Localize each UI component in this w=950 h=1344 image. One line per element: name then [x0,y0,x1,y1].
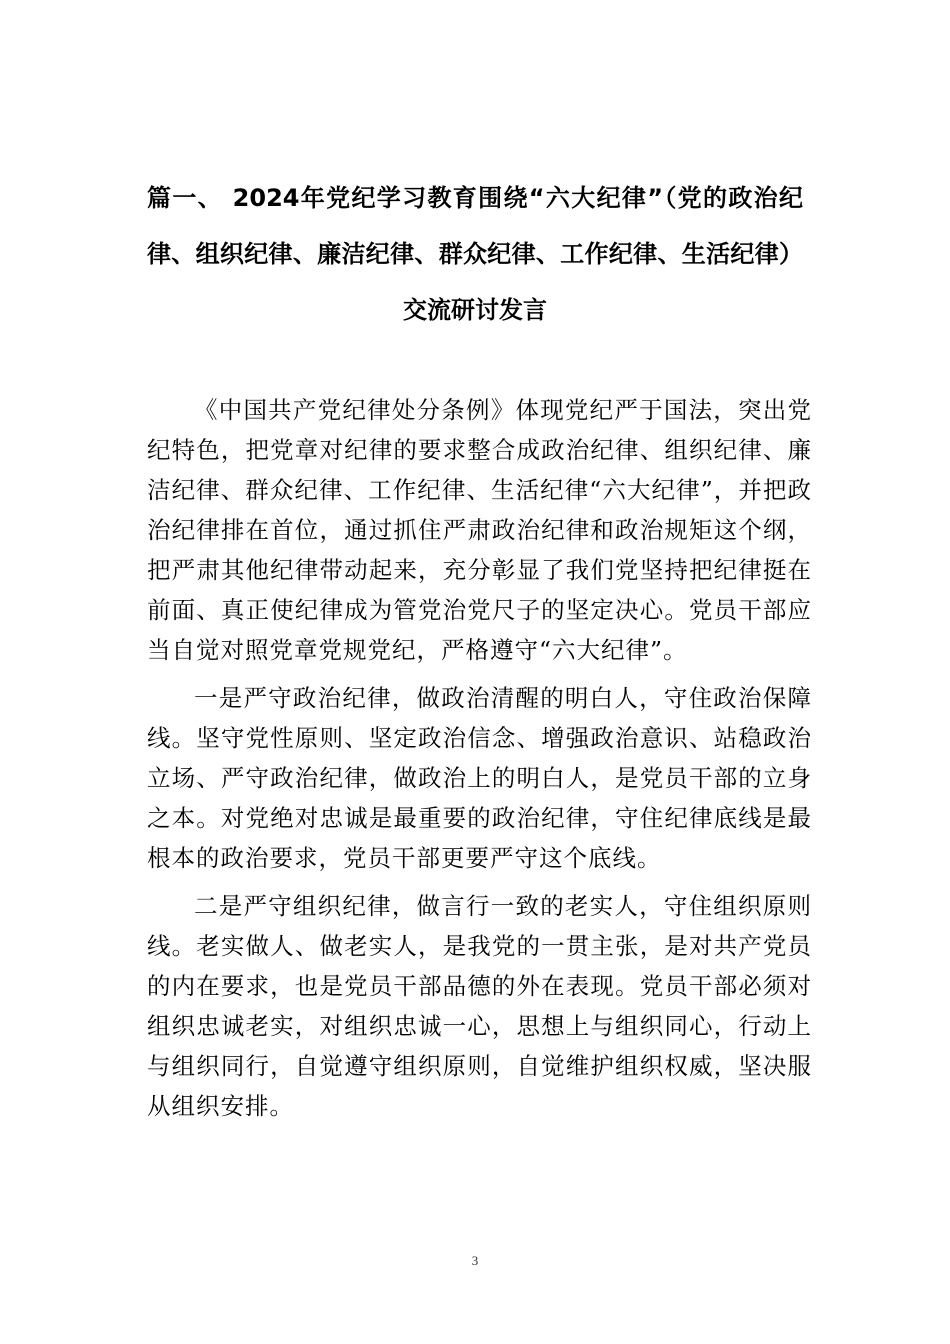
page-number: 3 [471,1253,479,1268]
document-body [147,390,812,1134]
document-title: 篇一、 2024年党纪学习教育围绕“六大纪律”（党的政治纪律、组织纪律、廉洁纪律、群众纪律、工作纪律、生活纪律）交流研讨发言 [147,184,803,324]
paragraph-intro: 《中国共产党纪律处分条例》体现党纪严于国法，突出党纪特色，把党章对纪律的要求整合成政治纪律、组织纪律、廉洁纪律、群众纪律、工作纪律、生活纪律“六大纪律”，并把政治纪律排在首位，通过抓住严肃政治纪律和政治规矩这个纲，把严肃其他纪律带动起来，充分彰显了我们党坚持把纪律挺在前面、真正使纪律成为管党治党尺子的坚定决心。党员干部应当自觉对照党章党规党纪，严格遵守“六大纪律”。 [147,396,812,664]
paragraph-political-discipline: 一是严守政治纪律，做政治清醒的明白人，守住政治保障线。坚守党性原则、坚定政治信念、增强政治意识、站稳政治立场、严守政治纪律，做政治上的明白人，是党员干部的立身之本。对党绝对忠诚是最重要的政治纪律，守住纪律底线是最根本的政治要求，党员干部更要严守这个底线。 [147,684,812,872]
paragraph-organizational-discipline: 二是严守组织纪律，做言行一致的老实人，守住组织原则线。老实做人、做老实人，是我党的一贯主张，是对共产党员的内在要求，也是党员干部品德的外在表现。党员干部必须对组织忠诚老实，对组织忠诚一心，思想上与组织同心，行动上与组织同行，自觉遵守组织原则，自觉维护组织权威，坚决服从组织安排。 [147,892,812,1120]
